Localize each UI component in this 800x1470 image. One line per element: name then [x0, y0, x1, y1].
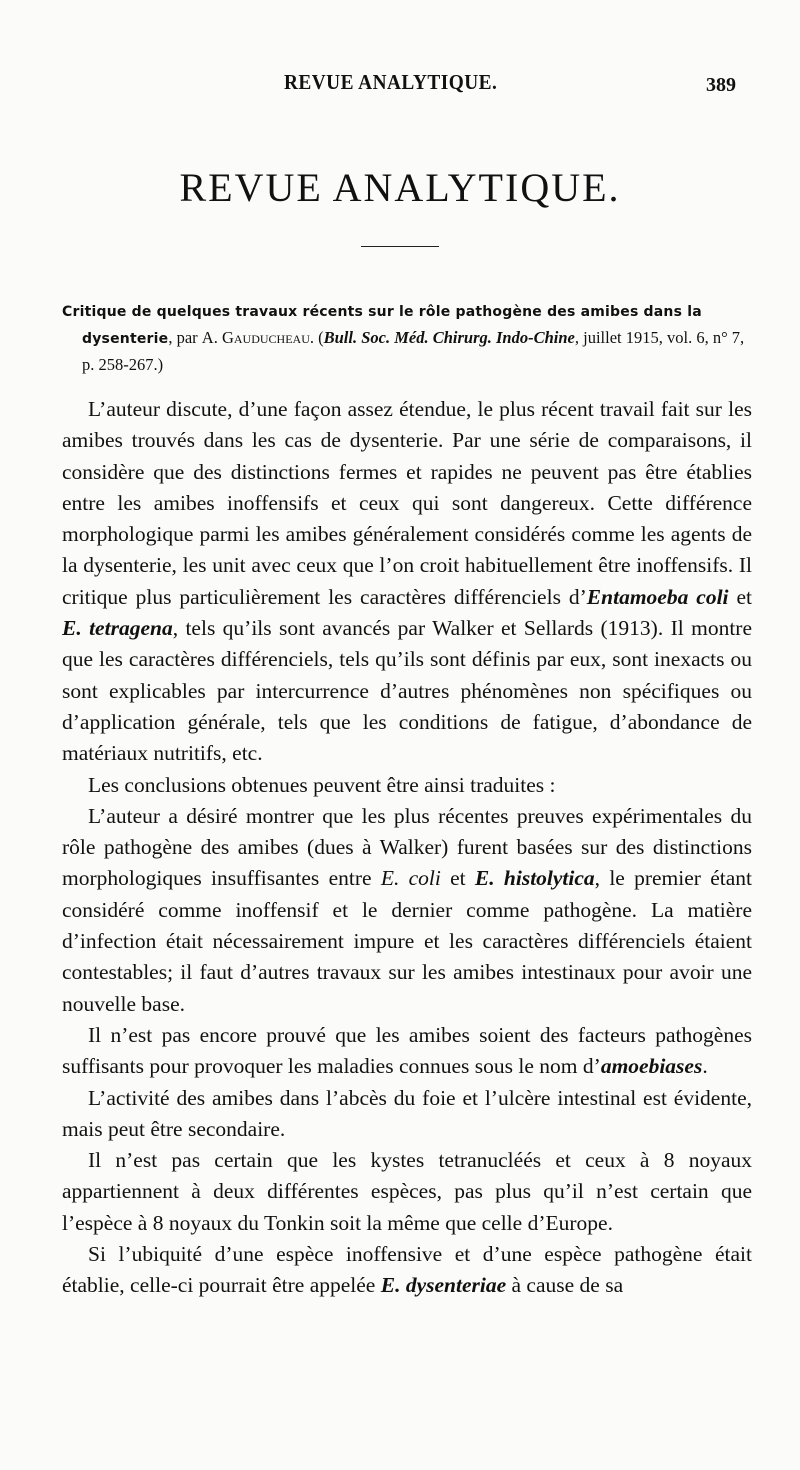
paragraph-4-text-a: Il n’est pas encore prouvé que les amibes soient des facteurs pathogènes suffisants pour provoquer les maladies connues sous le nom d’	[62, 1022, 752, 1079]
reference-author: A. Gauducheau	[201, 328, 310, 347]
paragraph-5: L’activité des amibes dans l’abcès du foie et l’ulcère intestinal est évidente, mais peut être secondaire.	[62, 1085, 752, 1141]
paragraph-6: Il n’est pas certain que les kystes tetranucléés et ceux à 8 noyaux appartiennent à deux différentes espèces, pas plus qu’il n’est certain que l’espèce à 8 noyaux du Tonkin soit la même que celle d’Europe.	[62, 1148, 752, 1235]
species-name: E. histolytica	[474, 866, 595, 891]
bibliographic-reference	[62, 298, 752, 378]
paragraph-3-text-a: L’auteur a désiré montrer que les plus récentes preuves expérimentales du rôle pathogène des amibes (dues à Walker) furent basées sur des distinctions morphologiques insuffisantes entre	[62, 803, 752, 891]
species-name: E. coli	[380, 866, 441, 891]
paragraph-1-text-b: et	[728, 584, 752, 609]
species-name: E. dysenteriae	[380, 1273, 507, 1298]
species-name: Entamoeba coli	[586, 584, 729, 609]
paragraph-1	[62, 394, 752, 770]
reference-journal: Bull. Soc. Méd. Chirurg. Indo-Chine	[323, 328, 575, 347]
paragraph-4	[62, 1020, 752, 1083]
paragraph-1-text-c: , tels qu’ils sont avancés par Walker et Sellards (1913). Il montre que les caractères différenciels, tels qu’ils sont définis par eux, sont inexacts ou sont explicables par intercurrence d’autres phénomènes non spécifiques ou d’application générale, tels que les conditions de fatigue, d’abondance de matériaux nutritifs, etc.	[62, 616, 752, 766]
paragraph-2: Les conclusions obtenues peuvent être ainsi traduites :	[88, 772, 556, 797]
reference-paren-open: . (	[309, 328, 324, 347]
running-head-title: REVUE ANALYTIQUE.	[284, 70, 498, 94]
running-head	[0, 70, 800, 100]
species-name: E. tetragena	[62, 616, 173, 641]
paragraph-7-text-a: Si l’ubiquité d’une espèce inoffensive et d’une espèce pathogène était établie, celle-ci pourrait être appelée	[62, 1242, 752, 1298]
reference-details: , juillet 1915, vol. 6, n° 7, p. 258-267.)	[82, 328, 745, 374]
title-rule	[361, 246, 439, 247]
disease-term: amoebiases	[600, 1054, 703, 1079]
paragraph-7-text-b: à cause de sa	[506, 1273, 624, 1298]
paragraph-7	[62, 1239, 752, 1302]
paragraph-4-text-b: .	[702, 1054, 708, 1079]
article-body	[62, 394, 752, 1302]
reference-title: Critique de quelques travaux récents sur le rôle pathogène des amibes dans la dysenterie	[62, 304, 702, 347]
paragraph-3-text-c: , le premier étant considéré comme inoffensif et le dernier comme pathogène. La matière d’infection était nécessairement impure et les caractères différenciels étaient contestables; il faut d’autres travaux sur les amibes intestinaux pour avoir une nouvelle base.	[62, 866, 753, 1016]
section-title: REVUE ANALYTIQUE.	[179, 165, 621, 210]
reference-separator: , par	[168, 328, 202, 347]
page-number: 389	[706, 74, 736, 96]
paragraph-1-text-a: L’auteur discute, d’une façon assez étendue, le plus récent travail fait sur les amibes trouvés dans les cas de dysenterie. Par une série de comparaisons, il considère que des distinctions fermes et rapides ne peuvent pas être établies entre les amibes inoffensifs et ceux qui sont dangereux. Cette différence morphologique parmi les amibes généralement considérés comme les agents de la dysenterie, les unit avec ceux que l’on croit habituellement être inoffensifs. Il critique plus particulièrement les caractères différenciels d’	[62, 397, 752, 609]
paragraph-3	[62, 801, 752, 1020]
paragraph-3-text-b: et	[440, 866, 475, 891]
